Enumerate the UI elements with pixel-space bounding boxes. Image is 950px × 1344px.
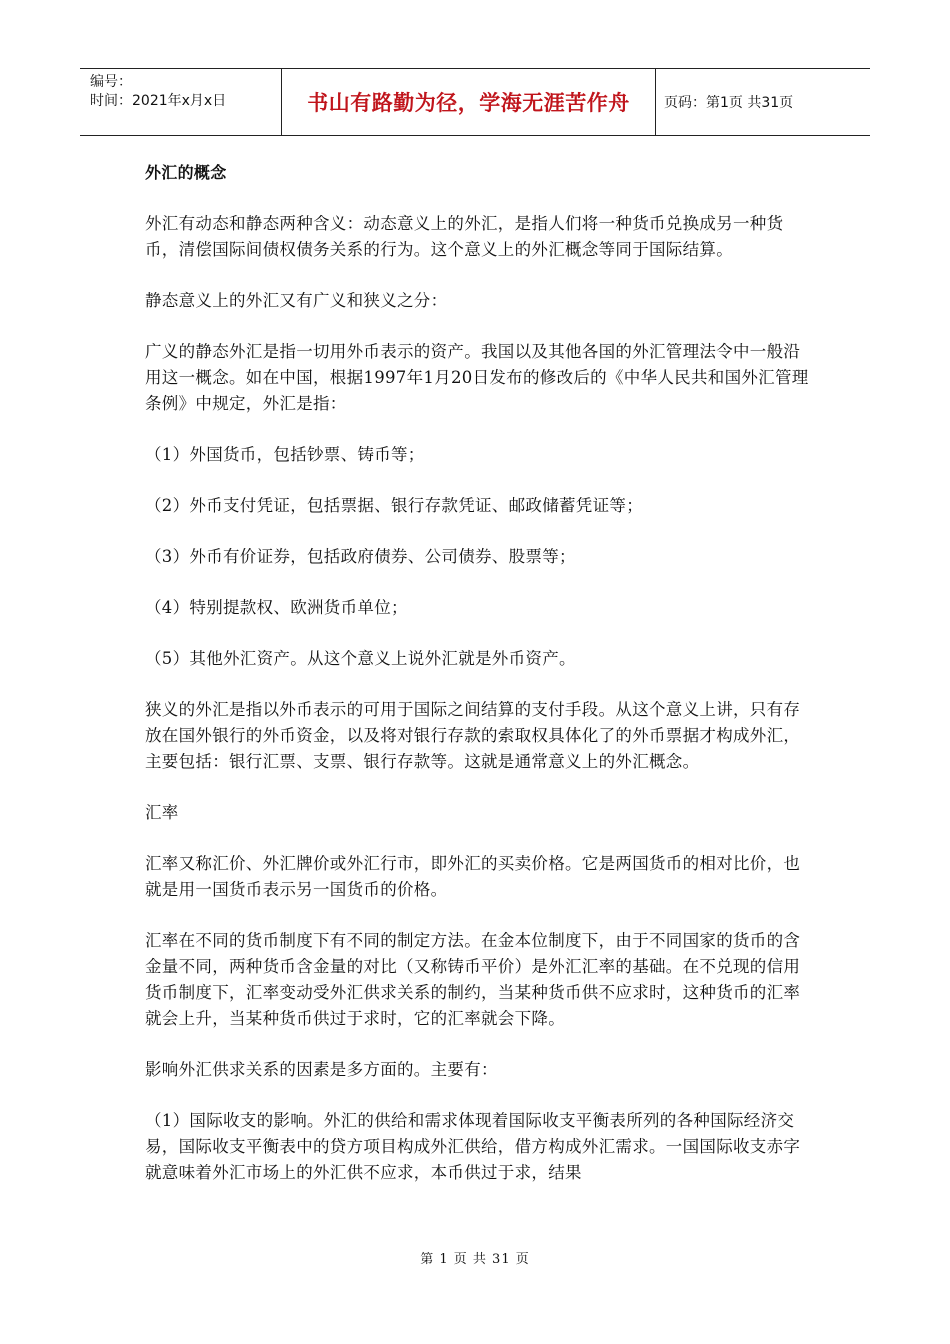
section-heading: 外汇的概念	[145, 163, 227, 182]
section-heading: 汇率	[145, 803, 179, 822]
paragraph: 影响外汇供求关系的因素是多方面的。主要有：	[145, 1060, 498, 1079]
header-page-cell	[656, 69, 870, 135]
header-meta-cell	[80, 69, 282, 135]
list-item: （5）其他外汇资产。从这个意义上说外汇就是外币资产。	[145, 649, 576, 668]
document-body	[145, 160, 815, 1186]
list-item: （1）外国货币，包括钞票、铸币等；	[145, 445, 425, 464]
paragraph: 广义的静态外汇是指一切用外币表示的资产。我国以及其他各国的外汇管理法令中一般沿用这一概念。如在中国，根据1997年1月20日发布的修改后的《中华人民共和国外汇管理条例》中规定，外汇是指：	[145, 342, 809, 413]
paragraph: 静态意义上的外汇又有广义和狭义之分：	[145, 291, 448, 310]
header-page-label: 页码：第1页 共31页	[664, 95, 794, 111]
footer-page-number: 第 1 页 共 31 页	[420, 1252, 530, 1267]
list-item: （4）特别提款权、欧洲货币单位；	[145, 598, 408, 617]
page-footer	[0, 1248, 950, 1267]
paragraph: 汇率又称汇价、外汇牌价或外汇行市，即外汇的买卖价格。它是两国货币的相对比价，也就是用一国货币表示另一国货币的价格。	[145, 854, 801, 899]
paragraph: （1）国际收支的影响。外汇的供给和需求体现着国际收支平衡表所列的各种国际经济交易，国际收支平衡表中的贷方项目构成外汇供给，借方构成外汇需求。一国国际收支赤字就意味着外汇市场上的外汇供不应求，本币供过于求，结果	[145, 1111, 801, 1182]
paragraph: 汇率在不同的货币制度下有不同的制定方法。在金本位制度下，由于不同国家的货币的含金量不同，两种货币含金量的对比（又称铸币平价）是外汇汇率的基础。在不兑现的信用货币制度下，汇率变动受外汇供求关系的制约，当某种货币供不应求时，这种货币的汇率就会上升，当某种货币供过于求时，它的汇率就会下降。	[145, 931, 801, 1028]
header-motto-cell	[282, 69, 656, 135]
list-item: （2）外币支付凭证，包括票据、银行存款凭证、邮政储蓄凭证等；	[145, 496, 643, 515]
header-time-label: 时间：2021年x月x日	[90, 93, 227, 109]
header-motto: 书山有路勤为径，学海无涯苦作舟	[307, 91, 630, 115]
list-item: （3）外币有价证券，包括政府债券、公司债券、股票等；	[145, 547, 576, 566]
document-header	[80, 68, 870, 136]
header-number-label: 编号：	[90, 74, 132, 90]
paragraph: 外汇有动态和静态两种含义：动态意义上的外汇，是指人们将一种货币兑换成另一种货币，清偿国际间债权债务关系的行为。这个意义上的外汇概念等同于国际结算。	[145, 214, 784, 259]
paragraph: 狭义的外汇是指以外币表示的可用于国际之间结算的支付手段。从这个意义上讲，只有存放在国外银行的外币资金，以及将对银行存款的索取权具体化了的外币票据才构成外汇，主要包括：银行汇票、支票、银行存款等。这就是通常意义上的外汇概念。	[145, 700, 801, 771]
